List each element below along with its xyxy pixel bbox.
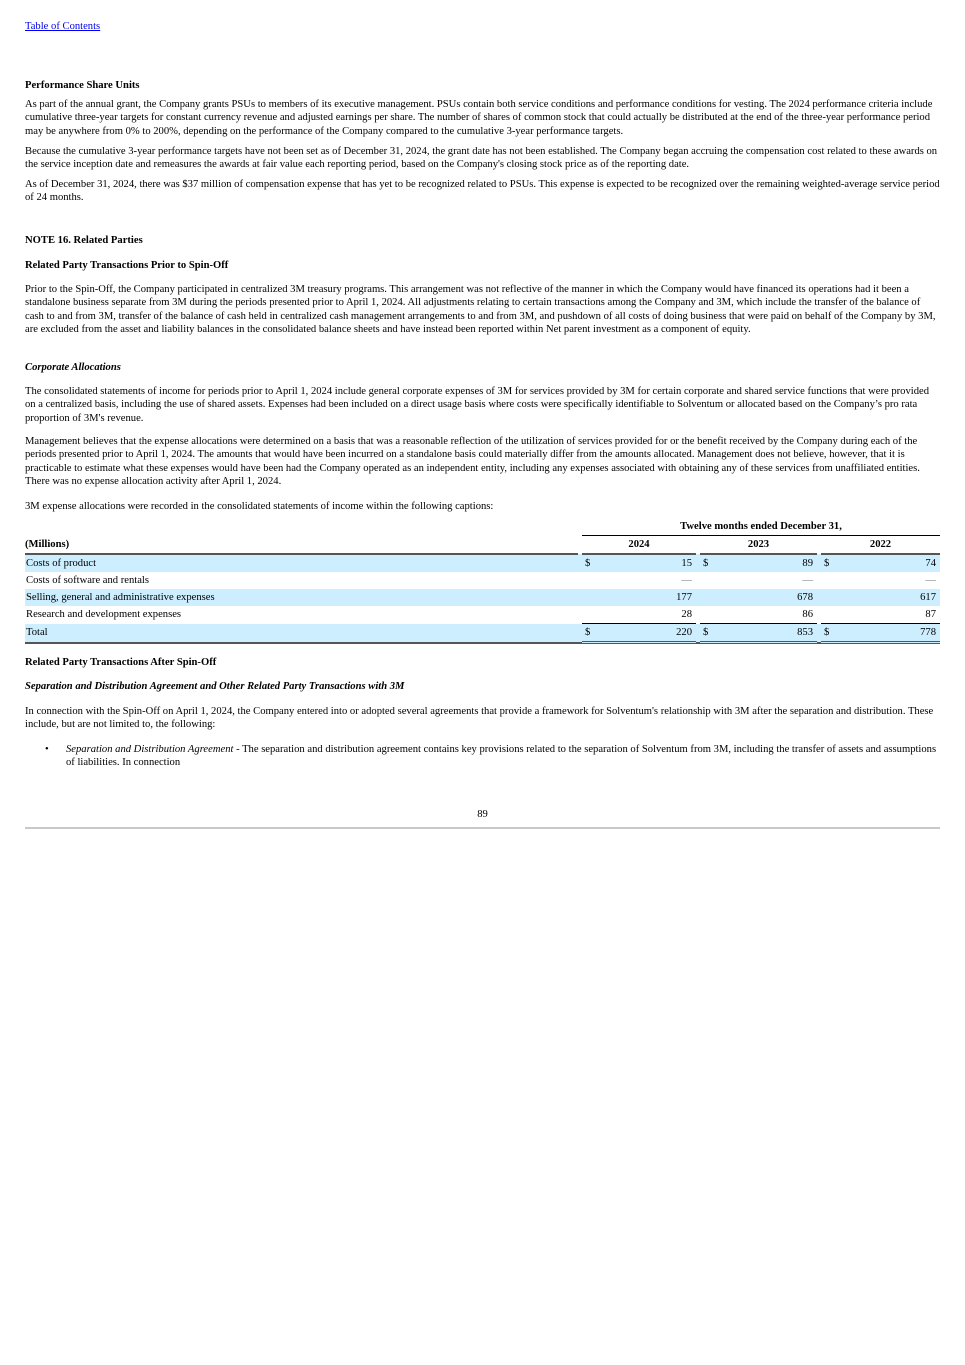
bullet-title: Separation and Distribution Agreement bbox=[66, 744, 234, 755]
bullet-marker: • bbox=[45, 744, 49, 755]
row-label: Selling, general and administrative expenses bbox=[25, 589, 578, 606]
row-label: Research and development expenses bbox=[26, 609, 182, 621]
value-2024: 177 bbox=[582, 589, 696, 606]
currency-symbol: $ bbox=[703, 626, 709, 638]
psu-paragraph-1: As part of the annual grant, the Company grants PSUs to members of its executive management. PSUs contain both service conditions and performance conditions for vesting. The 2024 performance criteria include cumulative three-year targets for constant currency revenue and adjusted earnings per share. The number of shares of common stock that could actually be distributed at the end of the three-year performance period may be anywhere from 0% to 200%, depending on the performance of the Company compared to the cumulative 3-year performance targets. bbox=[25, 99, 933, 137]
after-spin-off-paragraph: In connection with the Spin-Off on April 1, 2024, the Company entered into or adopted several agreements that provide a framework for Solventum's relationship with 3M after the separation and distribution. These include, but are not limited to, the following: bbox=[25, 706, 934, 731]
expense-allocations-table bbox=[25, 518, 940, 644]
year-header-2022: 2022 bbox=[821, 536, 940, 555]
value-2023: 89 bbox=[802, 557, 813, 569]
table-row bbox=[25, 554, 940, 572]
unit-label: (Millions) bbox=[25, 536, 578, 555]
corporate-allocations-paragraph-3: 3M expense allocations were recorded in the consolidated statements of income within the following captions: bbox=[25, 501, 494, 512]
year-header-2024: 2024 bbox=[582, 536, 696, 555]
table-row-total bbox=[25, 624, 940, 643]
value-2024: 15 bbox=[681, 557, 692, 569]
value-2024: 28 bbox=[582, 606, 696, 624]
psu-paragraph-2: Because the cumulative 3-year performance targets have not been set as of December 31, 2024, the grant date has not been established. The Company began accruing the compensation cost related to these awards on the service inception date and remeasures the awards at fair value each reporting period, based on the Company's closing stock price as of the reporting date. bbox=[25, 146, 938, 171]
currency-symbol: $ bbox=[585, 557, 591, 569]
currency-symbol: $ bbox=[703, 557, 709, 569]
value-2022: 617 bbox=[821, 589, 940, 606]
value-2022: 74 bbox=[925, 557, 936, 569]
currency-symbol: $ bbox=[585, 626, 591, 638]
table-of-contents-link[interactable]: Table of Contents bbox=[25, 21, 101, 32]
table-row bbox=[25, 572, 940, 589]
after-spin-off-heading: Related Party Transactions After Spin-Off bbox=[25, 657, 217, 668]
value-2023: 853 bbox=[797, 626, 813, 638]
bullet-text bbox=[66, 743, 940, 770]
footer-divider bbox=[25, 827, 940, 829]
row-label: Total bbox=[25, 624, 578, 643]
currency-symbol: $ bbox=[824, 557, 830, 569]
corporate-allocations-paragraph-1: The consolidated statements of income for periods prior to April 1, 2024 include general corporate expenses of 3M for services provided by 3M for certain corporate and shared service functions that were provided on a centralized basis, including the use of shared assets. Expenses had been included on a direct usage basis where costs were specifically identifiable to Solventum or allocated based on the Company’s pro rata proportion of 3M's revenue. bbox=[25, 386, 929, 424]
prior-spin-off-heading: Related Party Transactions Prior to Spin-Off bbox=[25, 260, 229, 271]
value-2023: 86 bbox=[700, 606, 817, 624]
separation-agreement-heading: Separation and Distribution Agreement and Other Related Party Transactions with 3M bbox=[25, 681, 405, 692]
table-row bbox=[25, 606, 940, 624]
psu-heading: Performance Share Units bbox=[25, 80, 140, 91]
value-2024: 220 bbox=[676, 626, 692, 638]
corporate-allocations-paragraph-2: Management believes that the expense allocations were determined on a basis that was a reasonable reflection of the utilization of services provided for or the benefit received by the Company during each of the periods presented prior to April 1, 2024. The amounts that would have been incurred on a standalone basis could materially differ from the amounts allocated. Management does not believe, however, that it is practicable to estimate what these expenses would have been had the Company operated as an independent entity, including any expenses associated with obtaining any of these services from unaffiliated entities. There was no expense allocation activity after April 1, 2024. bbox=[25, 436, 920, 487]
period-header: Twelve months ended December 31, bbox=[582, 518, 940, 536]
table-row bbox=[25, 589, 940, 606]
row-label: Costs of software and rentals bbox=[26, 574, 149, 586]
corporate-allocations-heading: Corporate Allocations bbox=[25, 362, 121, 373]
year-header-2023: 2023 bbox=[700, 536, 817, 555]
psu-paragraph-3: As of December 31, 2024, there was $37 million of compensation expense that has yet to be recognized related to PSUs. This expense is expected to be recognized over the remaining weighted-average service period of 24 months. bbox=[25, 179, 940, 204]
value-2022: 778 bbox=[920, 626, 936, 638]
page-number: 89 bbox=[477, 809, 488, 820]
prior-spin-off-paragraph: Prior to the Spin-Off, the Company participated in centralized 3M treasury programs. This arrangement was not reflective of the manner in which the Company would have financed its operations had it been a standalone business separate from 3M during the periods presented prior to April 1, 2024. All adjustments relating to certain transactions among the Company and 3M, which include the transfer of the balance of cash to and from 3M, transfer of the balance of cash held in centralized cash management arrangements to and from 3M, and pushdown of all costs of doing business that were paid on behalf of the Company by 3M, are excluded from the asset and liability balances in the consolidated balance sheets and have instead been reported within Net parent investment as a component of equity. bbox=[25, 284, 936, 335]
value-2023: — bbox=[802, 574, 813, 586]
value-2022: — bbox=[925, 574, 936, 586]
currency-symbol: $ bbox=[824, 626, 830, 638]
note-16-heading: NOTE 16. Related Parties bbox=[25, 235, 143, 246]
value-2022: 87 bbox=[821, 606, 940, 624]
value-2024: — bbox=[681, 574, 692, 586]
row-label: Costs of product bbox=[25, 554, 578, 572]
value-2023: 678 bbox=[700, 589, 817, 606]
bullet-body: - The separation and distribution agreement contains key provisions related to the separation of Solventum from 3M, including the transfer of assets and assumptions of liabilities. In connection bbox=[66, 744, 937, 769]
